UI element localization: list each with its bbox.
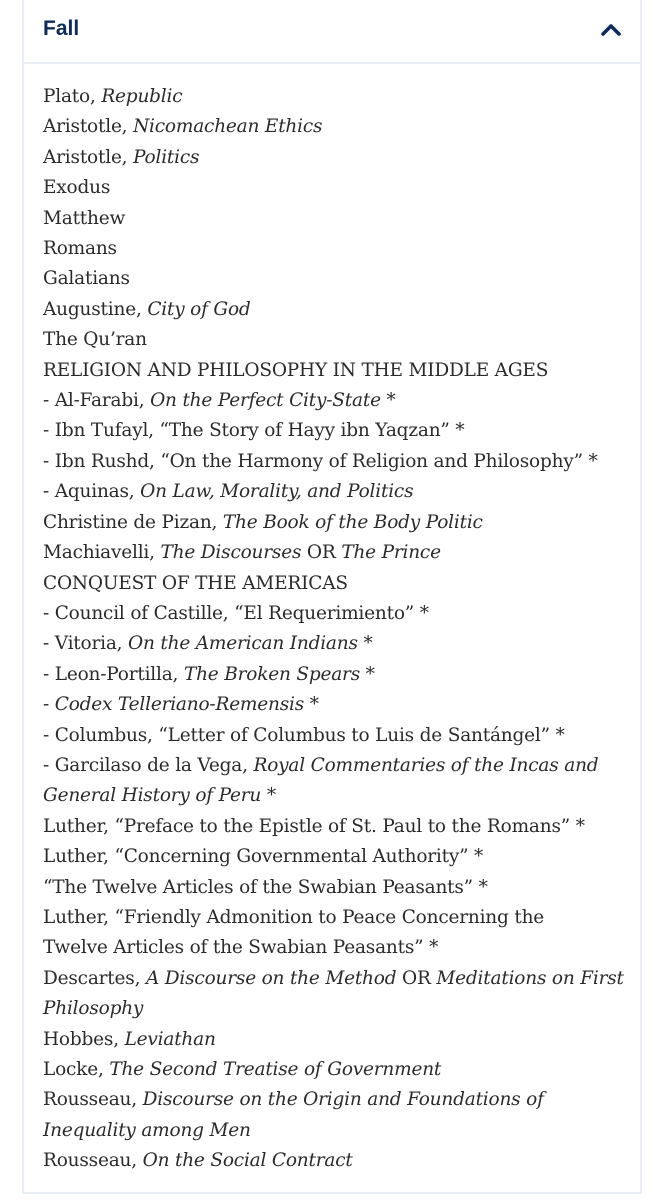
item-text: Descartes, xyxy=(43,967,146,989)
item-text: - Al-Farabi, xyxy=(43,390,151,412)
item-text: Locke, xyxy=(43,1059,110,1080)
work-title: Republic xyxy=(101,86,183,107)
reading-list-item xyxy=(43,751,633,781)
item-text: - xyxy=(43,694,55,716)
item-text: Machiavelli, xyxy=(43,542,161,564)
item-text: CONQUEST OF THE AMERICAS xyxy=(43,572,348,594)
item-text: “The Twelve Articles of the Swabian Peasants” * xyxy=(43,876,488,898)
reading-list-item xyxy=(43,173,633,203)
reading-list-item xyxy=(43,386,633,416)
item-text: - Ibn Tufayl, “The Story of Hayy ibn Yaqzan” * xyxy=(43,420,465,442)
work-title: City of God xyxy=(147,298,251,320)
reading-list-item xyxy=(43,1146,633,1176)
fall-accordion xyxy=(22,0,642,1194)
item-text: Exodus xyxy=(43,177,111,199)
reading-list-item xyxy=(43,143,633,173)
item-text: Aristotle, xyxy=(43,116,134,138)
reading-list-item xyxy=(43,538,633,568)
item-text: OR xyxy=(301,542,342,564)
work-title: Discourse on the Origin and Foundations of xyxy=(142,1089,544,1111)
work-title: On the Perfect City-State xyxy=(150,390,381,412)
reading-list-item xyxy=(43,660,633,690)
reading-list-item xyxy=(43,295,633,325)
reading-list-item xyxy=(43,964,633,994)
work-title: The Prince xyxy=(341,542,441,564)
reading-list-item xyxy=(43,1085,633,1115)
item-text: Rousseau, xyxy=(43,1089,143,1111)
work-title: The Broken Spears xyxy=(183,663,360,685)
item-text: - Aquinas, xyxy=(43,481,141,503)
item-text: Christine de Pizan, xyxy=(43,511,223,533)
work-title: General History of Peru xyxy=(43,785,262,807)
work-title: The Discourses xyxy=(160,542,302,564)
work-title: On the Social Contract xyxy=(142,1150,353,1172)
item-text: - Leon-Portilla, xyxy=(43,663,184,685)
item-text: * xyxy=(357,633,373,655)
item-text: * xyxy=(304,694,319,716)
item-text: - Garcilaso de la Vega, xyxy=(43,754,254,776)
item-text: * xyxy=(380,390,396,412)
item-text: Matthew xyxy=(43,207,126,229)
reading-list-item xyxy=(43,204,633,234)
item-text: The Qu’ran xyxy=(43,329,147,351)
reading-list-item xyxy=(43,508,633,538)
work-title: The Book of the Body Politic xyxy=(222,511,483,533)
item-text: - Ibn Rushd, “On the Harmony of Religion and Philosophy” * xyxy=(43,450,598,472)
item-text: RELIGION AND PHILOSOPHY IN THE MIDDLE AGES xyxy=(43,359,549,381)
reading-list-item xyxy=(43,447,633,477)
section-title: Fall xyxy=(43,17,80,40)
reading-list-item xyxy=(43,234,633,264)
work-title: On the American Indians xyxy=(128,633,358,655)
reading-list-item xyxy=(43,690,633,720)
chevron-up-icon[interactable] xyxy=(600,22,622,38)
reading-list-item xyxy=(43,842,633,872)
reading-list-item xyxy=(43,264,633,294)
work-title: Nicomachean Ethics xyxy=(133,116,323,138)
reading-list-item xyxy=(43,356,633,386)
work-title: On Law, Morality, and Politics xyxy=(140,481,414,503)
item-text: * xyxy=(261,785,276,807)
item-text: Plato, xyxy=(43,86,102,107)
item-text: Rousseau, xyxy=(43,1150,143,1172)
item-text: Aristotle, xyxy=(43,146,134,168)
reading-list-item xyxy=(43,599,633,629)
reading-list-item xyxy=(43,416,633,446)
item-text: - Vitoria, xyxy=(43,633,129,655)
accordion-header[interactable] xyxy=(24,0,640,64)
reading-list-item xyxy=(43,721,633,751)
item-text: Galatians xyxy=(43,268,130,290)
item-text: Hobbes, xyxy=(43,1028,125,1050)
reading-list-item xyxy=(43,569,633,599)
reading-list-item xyxy=(43,873,633,903)
reading-list-item xyxy=(43,477,633,507)
work-title: Leviathan xyxy=(124,1028,216,1050)
reading-list-item xyxy=(43,1025,633,1055)
reading-list-item xyxy=(43,1055,633,1085)
item-text: Luther, “Concerning Governmental Authority” * xyxy=(43,846,484,868)
item-text: OR xyxy=(396,967,437,989)
reading-list-item xyxy=(43,112,633,142)
reading-list-item xyxy=(43,994,633,1024)
item-text: Twelve Articles of the Swabian Peasants” * xyxy=(43,937,439,959)
reading-list-item xyxy=(43,781,633,811)
work-title: Inequality among Men xyxy=(43,1119,251,1141)
reading-list-item xyxy=(43,82,633,112)
work-title: Philosophy xyxy=(43,998,144,1020)
work-title: The Second Treatise of Government xyxy=(109,1059,442,1080)
reading-list-item xyxy=(43,933,633,963)
work-title: Codex Telleriano-Remensis xyxy=(54,694,305,716)
item-text: Luther, “Friendly Admonition to Peace Concerning the xyxy=(43,906,545,928)
item-text: - Columbus, “Letter of Columbus to Luis de Santángel” * xyxy=(43,724,565,746)
reading-list-item xyxy=(43,629,633,659)
reading-list xyxy=(43,82,633,1177)
work-title: Royal Commentaries of the Incas and xyxy=(253,754,599,776)
reading-list-item xyxy=(43,903,633,933)
item-text: Luther, “Preface to the Epistle of St. Paul to the Romans” * xyxy=(43,815,585,837)
reading-list-item xyxy=(43,325,633,355)
item-text: - Council of Castille, “El Requerimiento” * xyxy=(43,602,429,624)
item-text: Augustine, xyxy=(43,298,148,320)
item-text: Romans xyxy=(43,238,117,260)
reading-list-item xyxy=(43,1116,633,1146)
work-title: A Discourse on the Method xyxy=(145,967,397,989)
work-title: Meditations on First xyxy=(436,967,624,989)
item-text: * xyxy=(359,663,375,685)
reading-list-item xyxy=(43,812,633,842)
work-title: Politics xyxy=(133,146,200,168)
